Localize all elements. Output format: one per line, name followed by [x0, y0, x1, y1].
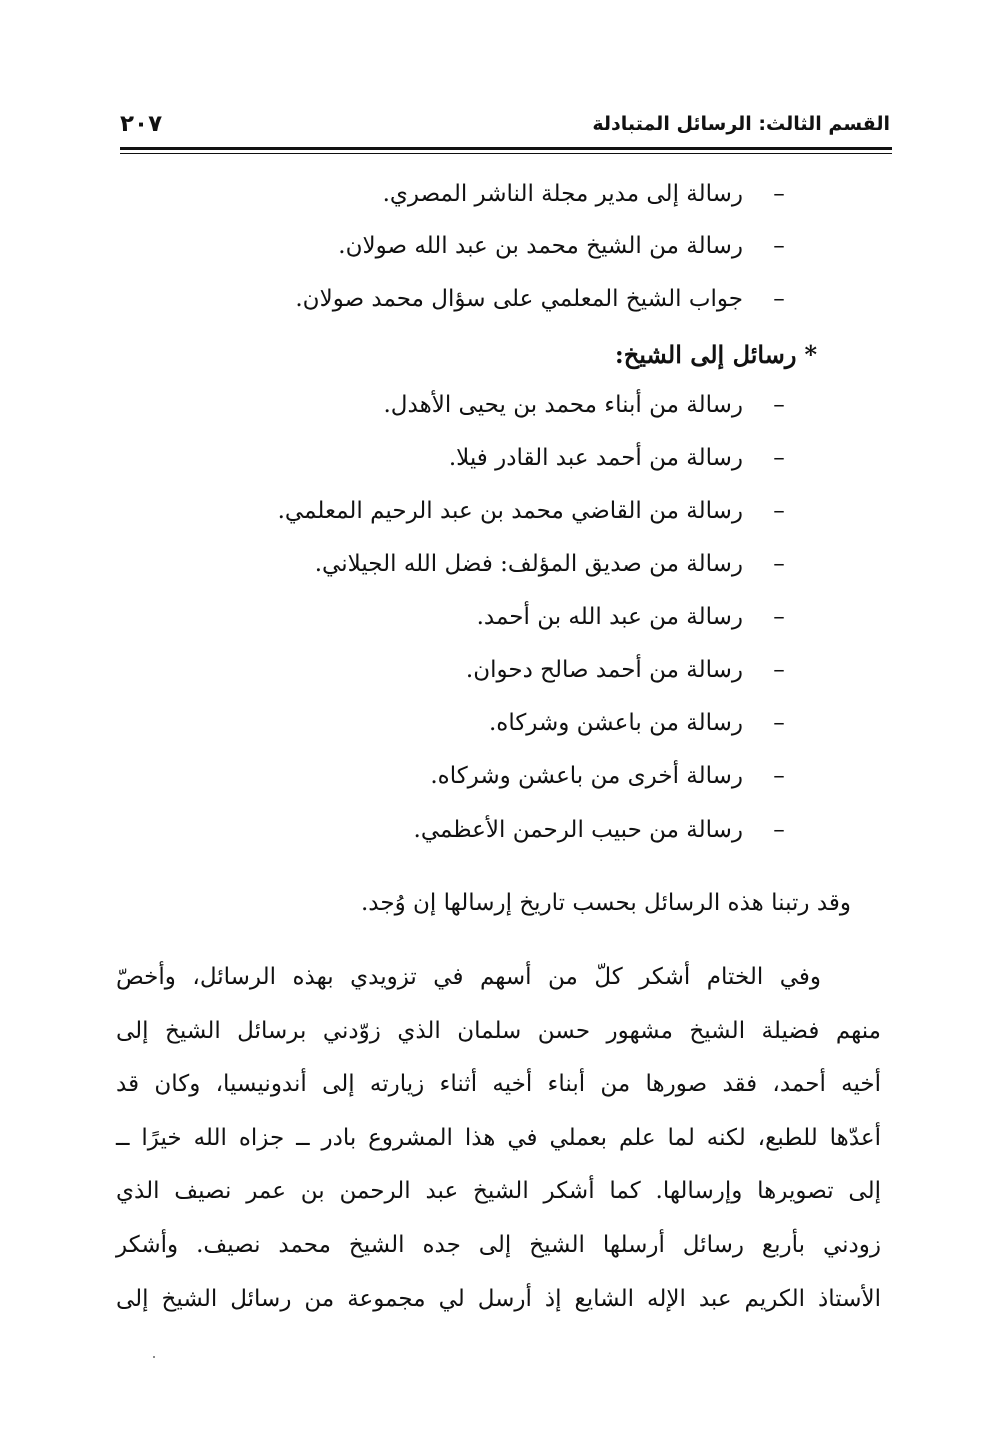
list-item-text: رسالة من أحمد صالح دحوان.	[465, 657, 743, 683]
paragraph-line: إلى تصويرها وإرسالها. كما أشكر الشيخ عبد الرحمن بن عمر نصيف الذي	[116, 1178, 881, 1205]
list-item-text: رسالة من عبد الله بن أحمد.	[476, 604, 743, 630]
acknowledgment-paragraph	[116, 951, 881, 1326]
section-title: القسم الثالث: الرسائل المتبادلة	[592, 113, 890, 135]
header-rule-thick	[120, 147, 892, 150]
list-item-text: جواب الشيخ المعلمي على سؤال محمد صولان.	[295, 286, 743, 312]
star-bullet: *	[804, 340, 817, 369]
list-item-text: رسالة من حبيب الرحمن الأعظمي.	[413, 817, 743, 843]
paragraph-line: منهم فضيلة الشيخ مشهور حسن سلمان الذي زوّدني برسائل الشيخ إلى	[116, 1017, 881, 1044]
dash-bullet: –	[773, 604, 785, 630]
paragraph-line: زودني بأربع رسائل أرسلها الشيخ إلى جده الشيخ محمد نصيف. وأشكر	[116, 1231, 881, 1258]
dash-bullet: –	[773, 710, 785, 736]
dash-bullet: –	[773, 817, 785, 843]
list-item-text: رسالة من أحمد عبد القادر فيلا.	[448, 445, 743, 471]
dash-bullet: –	[773, 392, 785, 418]
list-item-text: رسالة إلى مدير مجلة الناشر المصري.	[382, 181, 743, 207]
list-item-text: رسالة من صديق المؤلف: فضل الله الجيلاني.	[314, 551, 743, 577]
dash-bullet: –	[773, 551, 785, 577]
paragraph-line: الأستاذ الكريم عبد الإله الشايع إذ أرسل لي مجموعة من رسائل الشيخ إلى	[116, 1285, 881, 1312]
list-item-text: رسالة من أبناء محمد بن يحيى الأهدل.	[383, 392, 743, 418]
list-item-text: رسالة من القاضي محمد بن عبد الرحيم المعلمي.	[277, 498, 743, 524]
dash-bullet: –	[773, 657, 785, 683]
dash-bullet: –	[773, 445, 785, 471]
list-item-text: رسالة أخرى من باعشن وشركاه.	[430, 763, 743, 789]
dash-bullet: –	[773, 763, 785, 789]
paragraph-line: وفي الختام أشكر كلّ من أسهم في تزويدي بهذه الرسائل، وأخصّ	[116, 964, 821, 990]
dash-bullet: –	[773, 286, 785, 312]
page-number: ٢٠٧	[120, 111, 163, 137]
scan-speck	[153, 1356, 155, 1358]
header-rule-thin	[120, 153, 892, 154]
running-header	[120, 106, 890, 142]
paragraph-line: أعدّها للطبع، لكنه لما علم بعملي في هذا المشروع بادر ــ جزاه الله خيرًا ــ	[116, 1124, 882, 1151]
dash-bullet: –	[773, 233, 785, 259]
list-item-text: رسالة من الشيخ محمد بن عبد الله صولان.	[338, 233, 743, 259]
paragraph-line: أخيه أحمد، فقد صورها من أبناء أخيه أثناء زيارته إلى أندونيسيا، وكان قد	[116, 1071, 881, 1098]
dash-bullet: –	[773, 181, 785, 207]
section-heading	[615, 334, 817, 376]
list-item-text: رسالة من باعشن وشركاه.	[488, 710, 743, 736]
section-heading-text: رسائل إلى الشيخ:	[614, 340, 797, 369]
dash-bullet: –	[773, 498, 785, 524]
ordering-note: وقد رتبنا هذه الرسائل بحسب تاريخ إرسالها إن وُجد.	[361, 890, 851, 916]
